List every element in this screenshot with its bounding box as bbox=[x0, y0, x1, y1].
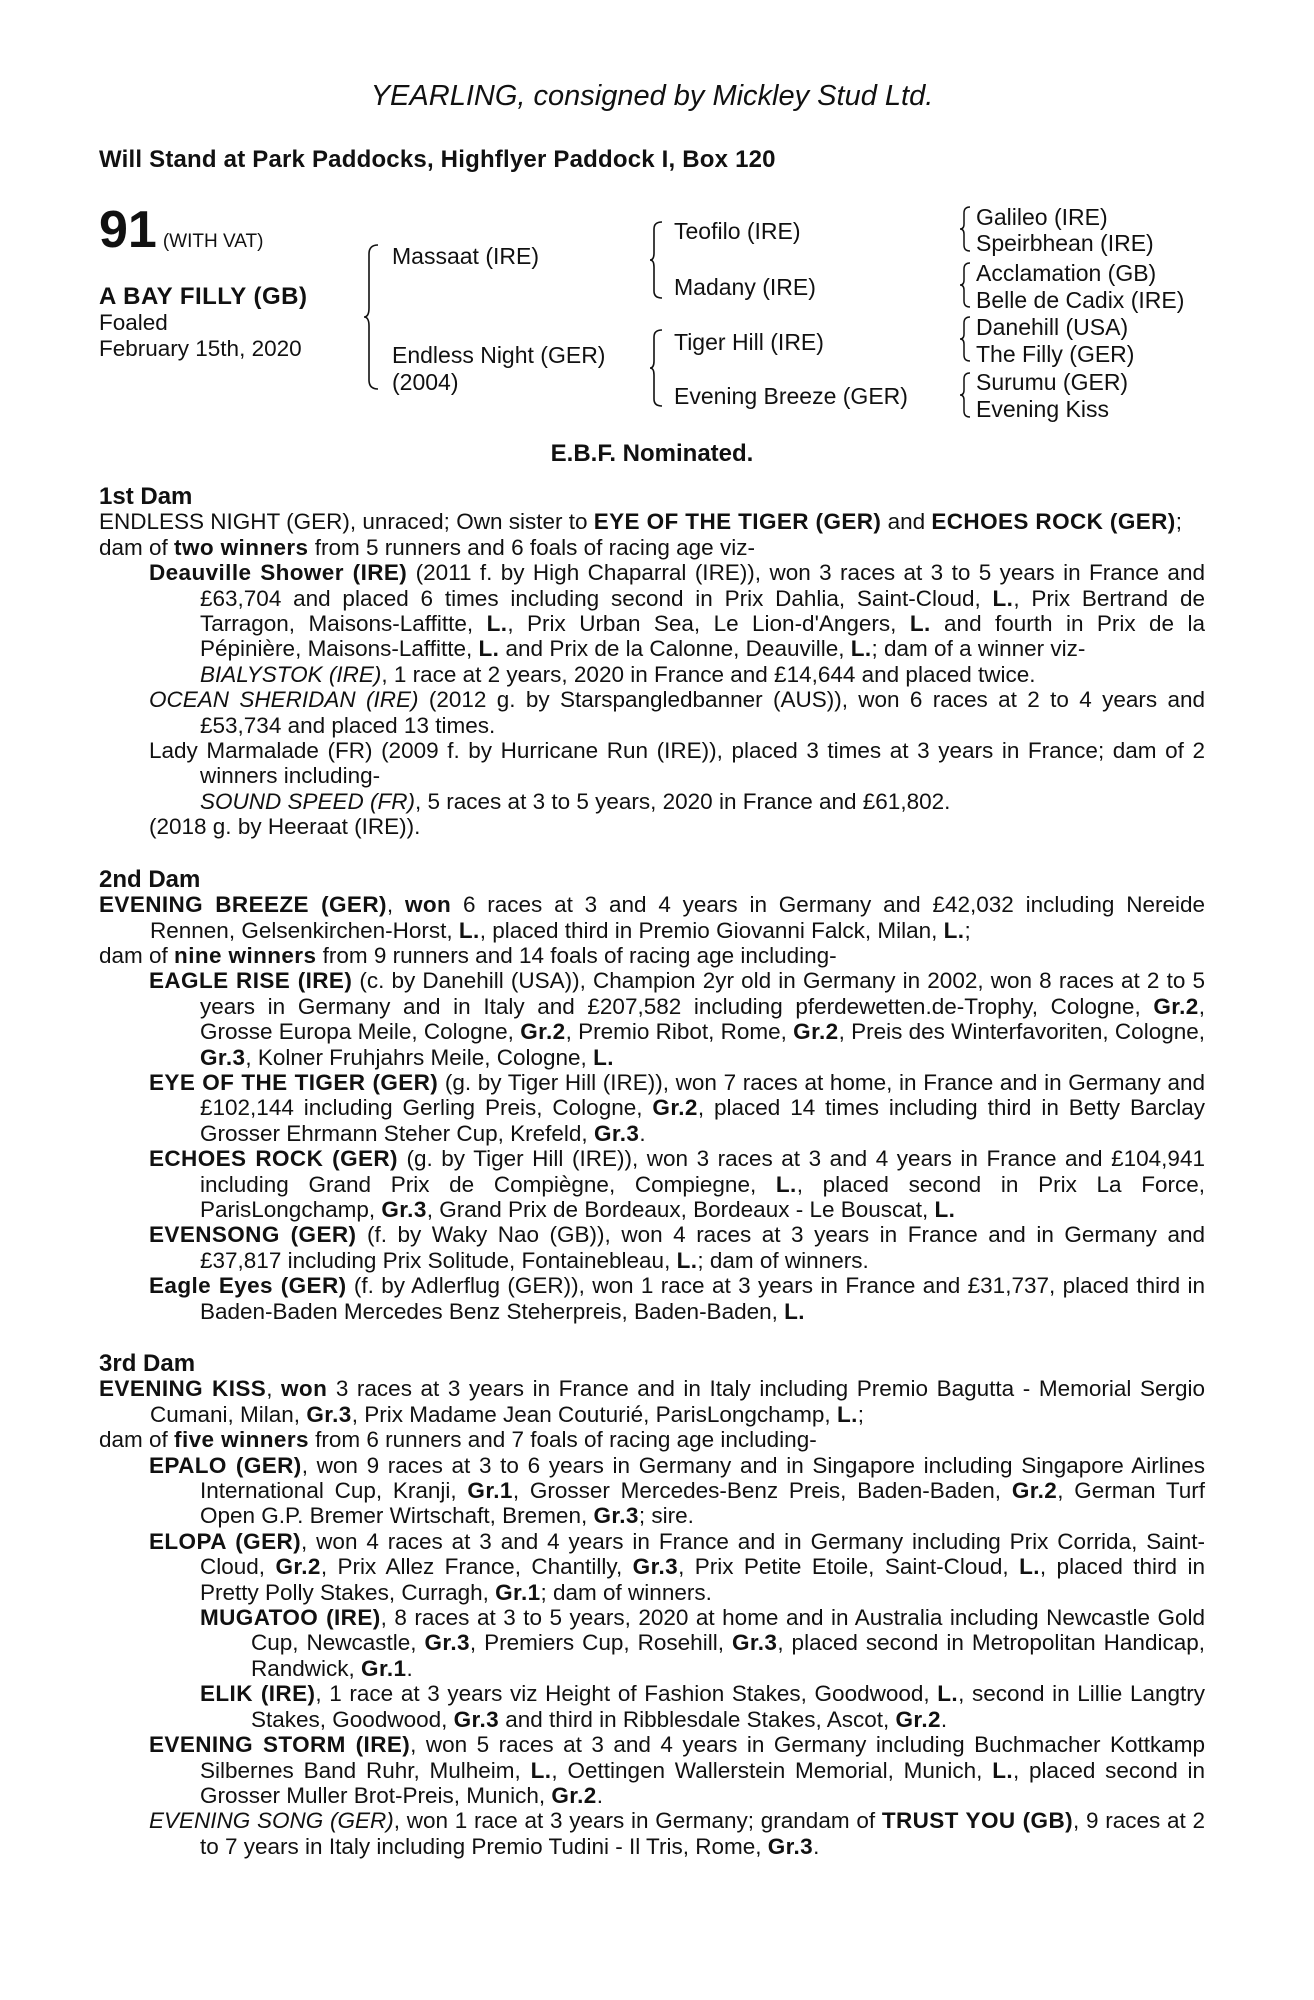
record-text: ; sire. bbox=[638, 1503, 694, 1529]
record-text: ; dam of winners. bbox=[540, 1579, 712, 1605]
record-text: EPALO (GER) bbox=[149, 1452, 302, 1478]
record-text: , Grand Prix de Bordeaux, Bordeaux - Le Bouscat, bbox=[426, 1196, 935, 1222]
record-text: Gr.3 bbox=[453, 1706, 500, 1732]
record-text: five winners bbox=[174, 1427, 309, 1453]
record-text: Gr.3 bbox=[731, 1630, 778, 1656]
record-text: Gr.2 bbox=[895, 1706, 941, 1732]
record-text: , 9 races at 2 to 7 years in Italy including Premio Tudini - Il Tris, Rome, bbox=[200, 1808, 1205, 1859]
third-dam-section bbox=[99, 1351, 1205, 1859]
produce-entry bbox=[99, 1529, 1205, 1605]
record-text: (g. by Tiger Hill (IRE)), won 3 races at 3 and 4 years in France and £104,941 including Grand Prix de Compiègne, Compiegne, bbox=[200, 1146, 1205, 1197]
produce-sub-entry bbox=[99, 1605, 1205, 1681]
record-text: TRUST YOU (GB) bbox=[881, 1808, 1073, 1834]
record-text: L. bbox=[943, 917, 965, 943]
pedigree-g6: The Filly (GER) bbox=[976, 341, 1135, 367]
record-text: , 1 race at 3 years viz Height of Fashion Stakes, Goodwood, bbox=[315, 1681, 938, 1707]
ebf-nominated: E.B.F. Nominated. bbox=[550, 440, 754, 467]
pedigree-sire: Massaat (IRE) bbox=[392, 243, 539, 269]
record-text: L. bbox=[992, 585, 1014, 611]
record-text: ECHOES ROCK (GER) bbox=[149, 1146, 398, 1172]
record-text: (c. by Danehill (USA)), Champion 2yr old in Germany in 2002, won 8 races at 2 to 5 years in Germany and in Italy and £207,582 including pferdewetten.de-Trophy, Cologne, bbox=[200, 968, 1205, 1019]
record-text: Gr.3 bbox=[381, 1196, 427, 1222]
dam-records bbox=[99, 484, 1205, 1886]
record-text: , won 5 races at 3 and 4 years in Germany including Buchmacher Kottkamp Silbernes Band Ruhr, Mulheim, bbox=[200, 1732, 1205, 1783]
produce-entry bbox=[99, 1273, 1205, 1324]
record-text: (2018 g. by Heeraat (IRE)). bbox=[149, 814, 421, 840]
record-text: from 9 runners and 14 foals of racing age including- bbox=[316, 942, 837, 968]
record-text: won bbox=[404, 892, 452, 918]
record-text: and Prix de la Calonne, Deauville, bbox=[499, 636, 851, 662]
record-text: and fourth in Prix de la Pépinière, Maisons-Laffitte, bbox=[200, 611, 1205, 662]
dam-produce-summary bbox=[99, 943, 1205, 968]
record-text: nine winners bbox=[174, 942, 317, 968]
record-text: L. bbox=[530, 1757, 552, 1783]
record-text: , Premio Ribot, Rome, bbox=[565, 1019, 794, 1045]
record-text: , placed third in Pretty Polly Stakes, Curragh, bbox=[200, 1554, 1205, 1605]
record-text: (g. by Tiger Hill (IRE)), won 7 races at home, in France and in Germany and £102,144 including Gerling Preis, Cologne, bbox=[200, 1069, 1205, 1121]
record-text: , won 9 races at 3 to 6 years in Germany and in Singapore including Singapore Airlines International Cup, Kranji, bbox=[200, 1452, 1205, 1504]
dam-summary bbox=[99, 1376, 1205, 1427]
dam-summary bbox=[99, 892, 1205, 943]
second-dam-section bbox=[99, 867, 1205, 1324]
produce-sub-entry bbox=[99, 662, 1205, 687]
produce-sub-entry bbox=[99, 789, 1205, 814]
pedigree-dam-sire: Tiger Hill (IRE) bbox=[674, 329, 824, 355]
produce-entry bbox=[99, 560, 1205, 662]
record-text: two winners bbox=[174, 534, 309, 560]
record-text: , 8 races at 3 to 5 years, 2020 at home and in Australia including Newcastle Gold Cup, Newcastle, bbox=[251, 1605, 1205, 1656]
record-text: L. bbox=[934, 1196, 956, 1222]
record-text: Gr.2 bbox=[652, 1095, 698, 1121]
section-title: 3rd Dam bbox=[99, 1350, 196, 1377]
catalogue-page bbox=[99, 0, 1205, 2000]
record-text: , Prix Allez France, Chantilly, bbox=[320, 1554, 633, 1580]
record-text: L. bbox=[992, 1757, 1013, 1783]
pedigree-g1: Galileo (IRE) bbox=[976, 204, 1108, 230]
record-text: . bbox=[639, 1120, 646, 1146]
record-text: MUGATOO (IRE) bbox=[200, 1605, 381, 1631]
record-text: , bbox=[266, 1376, 282, 1402]
record-text: L. bbox=[676, 1247, 698, 1273]
record-text: L. bbox=[784, 1298, 805, 1324]
record-text: EYE OF THE TIGER (GER) bbox=[593, 509, 882, 535]
record-text: EAGLE RISE (IRE) bbox=[149, 968, 353, 994]
record-text: 3 races at 3 years in France and in Italy including Premio Bagutta - Memorial Sergio Cumani, Milan, bbox=[150, 1376, 1205, 1427]
record-text: Deauville Shower (IRE) bbox=[149, 560, 408, 586]
record-text: Gr.3 bbox=[200, 1044, 246, 1070]
record-text: Gr.2 bbox=[551, 1782, 597, 1808]
record-text: EVENING SONG (GER) bbox=[149, 1808, 394, 1834]
pedigree-brace-g3 bbox=[959, 316, 971, 362]
record-text: , bbox=[386, 892, 405, 918]
record-text: L. bbox=[909, 611, 931, 637]
record-text: dam of bbox=[99, 942, 175, 968]
record-text: Gr.2 bbox=[520, 1019, 566, 1045]
record-text: and bbox=[881, 509, 932, 535]
record-text: BIALYSTOK (IRE) bbox=[200, 661, 382, 687]
vat-note: (WITH VAT) bbox=[162, 231, 264, 252]
record-text: (f. by Adlerflug (GER)), won 1 race at 3 years in France and £31,737, placed third in Baden-Baden Mercedes Benz Steherpreis, Baden-Baden, bbox=[200, 1273, 1205, 1324]
record-text: Gr.3 bbox=[593, 1503, 639, 1529]
lot-number: 91 bbox=[99, 201, 157, 259]
record-text: EVENING BREEZE (GER) bbox=[99, 892, 387, 918]
record-text: EYE OF THE TIGER (GER) bbox=[149, 1069, 439, 1095]
record-text: L. bbox=[1019, 1554, 1040, 1580]
horse-name: A BAY FILLY (GB) bbox=[99, 283, 308, 310]
record-text: OCEAN SHERIDAN (IRE) bbox=[149, 687, 419, 713]
record-text: , Prix Urban Sea, Le Lion-d'Angers, bbox=[507, 611, 910, 637]
pedigree-g7: Surumu (GER) bbox=[976, 369, 1129, 395]
pedigree-g2: Speirbhean (IRE) bbox=[976, 230, 1154, 256]
record-text: and third in Ribblesdale Stakes, Ascot, bbox=[499, 1706, 896, 1732]
record-text: ECHOES ROCK (GER) bbox=[931, 509, 1176, 535]
first-dam-section bbox=[99, 484, 1205, 840]
record-text: ENDLESS NIGHT (GER), unraced; Own sister to bbox=[99, 509, 594, 535]
pedigree-dam: Endless Night (GER) bbox=[392, 342, 606, 368]
consignor-line: YEARLING, consigned by Mickley Stud Ltd. bbox=[370, 80, 934, 112]
record-text: EVENING STORM (IRE) bbox=[149, 1732, 411, 1758]
record-text: from 6 runners and 7 foals of racing age including- bbox=[308, 1427, 817, 1453]
record-text: , Premiers Cup, Rosehill, bbox=[469, 1630, 732, 1656]
record-text: dam of bbox=[99, 1427, 175, 1453]
record-text: , Prix Bertrand de Tarragon, Maisons-Laffitte, bbox=[200, 585, 1205, 637]
record-text: L. bbox=[937, 1681, 959, 1707]
produce-entry bbox=[99, 968, 1205, 1070]
record-text: , 5 races at 3 to 5 years, 2020 in France and £61,802. bbox=[415, 788, 951, 814]
record-text: , placed third in Premio Giovanni Falck, Milan, bbox=[479, 917, 944, 943]
record-text: Gr.2 bbox=[275, 1554, 321, 1580]
produce-entry bbox=[99, 814, 1205, 839]
record-text: (f. by Waky Nao (GB)), won 4 races at 3 years in France and in Germany and £37,817 including Prix Solitude, Fontainebleau, bbox=[200, 1222, 1205, 1273]
record-text: , Grosse Europa Meile, Cologne, bbox=[200, 993, 1205, 1045]
foaled-label: Foaled bbox=[99, 310, 168, 335]
produce-entry bbox=[99, 738, 1205, 789]
record-text: SOUND SPEED (FR) bbox=[200, 788, 416, 814]
pedigree-sire-dam: Madany (IRE) bbox=[674, 274, 816, 300]
section-title: 2nd Dam bbox=[99, 865, 201, 893]
record-text: , German Turf Open G.P. Bremer Wirtschaft, Bremen, bbox=[200, 1478, 1206, 1529]
record-text: Gr.3 bbox=[767, 1833, 814, 1859]
record-text: , placed second in Metropolitan Handicap, Randwick, bbox=[251, 1630, 1205, 1681]
foaled-date: February 15th, 2020 bbox=[99, 336, 302, 361]
pedigree-brace-g4 bbox=[959, 372, 971, 418]
section-title: 1st Dam bbox=[99, 483, 193, 510]
record-text: L. bbox=[775, 1171, 797, 1197]
record-text: Gr.1 bbox=[467, 1478, 513, 1504]
record-text: ELOPA (GER) bbox=[149, 1528, 302, 1554]
record-text: ; bbox=[964, 917, 971, 943]
dam-produce-summary bbox=[99, 535, 1205, 560]
pedigree-brace-dam bbox=[649, 329, 663, 407]
record-text: ; dam of a winner viz- bbox=[871, 636, 1086, 662]
pedigree-g4: Belle de Cadix (IRE) bbox=[976, 287, 1185, 313]
produce-entry bbox=[99, 1070, 1205, 1146]
produce-entry bbox=[99, 1732, 1205, 1808]
dam-produce-summary bbox=[99, 1427, 1205, 1452]
record-text: , placed second in Grosser Muller Brot-Preis, Munich, bbox=[200, 1757, 1206, 1808]
pedigree-brace-sire bbox=[649, 221, 663, 299]
record-text: (2012 g. by Starspangledbanner (AUS)), won 6 races at 2 to 4 years and £53,734 and placed 13 times. bbox=[200, 687, 1206, 738]
record-text: ELIK (IRE) bbox=[200, 1681, 316, 1707]
produce-entry bbox=[99, 1146, 1205, 1222]
record-text: L. bbox=[478, 636, 500, 662]
produce-entry bbox=[99, 1808, 1205, 1859]
record-text: . bbox=[813, 1833, 820, 1859]
record-text: Gr.3 bbox=[632, 1554, 679, 1580]
record-text: L. bbox=[486, 611, 508, 637]
record-text: L. bbox=[458, 917, 480, 943]
record-text: Eagle Eyes (GER) bbox=[149, 1273, 347, 1299]
lot-block bbox=[99, 200, 263, 260]
record-text: , won 4 races at 3 and 4 years in France and in Germany including Prix Corrida, Saint-Cloud, bbox=[200, 1528, 1205, 1580]
pedigree-brace-g1 bbox=[959, 206, 971, 252]
record-text: L. bbox=[836, 1401, 858, 1427]
horse-identity bbox=[99, 284, 307, 362]
record-text: Gr.2 bbox=[793, 1019, 839, 1045]
record-text: , Prix Madame Jean Couturié, ParisLongchamp, bbox=[351, 1401, 837, 1427]
record-text: dam of bbox=[99, 534, 175, 560]
pedigree-g3: Acclamation (GB) bbox=[976, 260, 1157, 286]
record-text: Gr.3 bbox=[593, 1120, 640, 1146]
record-text: , placed 14 times including third in Betty Barclay Grosser Ehrmann Steher Cup, Krefeld, bbox=[200, 1095, 1205, 1146]
record-text: won bbox=[281, 1376, 328, 1402]
record-text: . bbox=[940, 1706, 948, 1732]
record-text: ; bbox=[857, 1401, 864, 1427]
pedigree-g5: Danehill (USA) bbox=[976, 314, 1129, 340]
pedigree-sire-sire: Teofilo (IRE) bbox=[674, 218, 801, 244]
pedigree-brace-main bbox=[363, 244, 379, 390]
produce-entry bbox=[99, 687, 1205, 738]
record-text: Gr.3 bbox=[306, 1401, 352, 1427]
record-text: (2011 f. by High Chaparral (IRE)), won 3 races at 3 to 5 years in France and £63,704 and placed 6 times including second in Prix Dahlia, Saint-Cloud, bbox=[200, 560, 1205, 611]
record-text: , won 1 race at 3 years in Germany; grandam of bbox=[393, 1808, 882, 1834]
pedigree-dam-year: (2004) bbox=[392, 369, 459, 395]
record-text: , Oettingen Wallerstein Memorial, Munich, bbox=[551, 1757, 993, 1783]
produce-entry bbox=[99, 1222, 1205, 1273]
stand-location: Will Stand at Park Paddocks, Highflyer Paddock I, Box 120 bbox=[99, 146, 776, 173]
record-text: Gr.3 bbox=[424, 1630, 470, 1656]
record-text: ; dam of winners. bbox=[697, 1247, 869, 1273]
record-text: , Grosser Mercedes-Benz Preis, Baden-Baden, bbox=[512, 1478, 1012, 1504]
record-text: 6 races at 3 and 4 years in Germany and £42,032 including Nereide Rennen, Gelsenkirchen-Horst, bbox=[150, 892, 1205, 943]
record-text: Gr.2 bbox=[1153, 993, 1199, 1019]
pedigree-brace-g2 bbox=[959, 262, 971, 308]
record-text: EVENING KISS bbox=[99, 1376, 267, 1402]
record-text: , Preis des Winterfavoriten, Cologne, bbox=[838, 1019, 1205, 1045]
record-text: , Kolner Fruhjahrs Meile, Cologne, bbox=[245, 1044, 594, 1070]
pedigree-dam-dam: Evening Breeze (GER) bbox=[674, 383, 908, 409]
record-text: . bbox=[596, 1782, 603, 1808]
record-text: from 5 runners and 6 foals of racing age viz- bbox=[308, 534, 755, 560]
record-text: . bbox=[406, 1655, 413, 1681]
record-text: , second in Lillie Langtry Stakes, Goodwood, bbox=[251, 1681, 1205, 1732]
record-text: , placed second in Prix La Force, ParisLongchamp, bbox=[200, 1171, 1205, 1222]
record-text: ; bbox=[1175, 509, 1182, 535]
record-text: Gr.1 bbox=[361, 1655, 407, 1681]
dam-summary bbox=[99, 509, 1205, 534]
produce-entry bbox=[99, 1453, 1205, 1529]
record-text: Gr.2 bbox=[1011, 1478, 1058, 1504]
record-text: L. bbox=[850, 636, 872, 662]
record-text: EVENSONG (GER) bbox=[149, 1222, 357, 1248]
produce-sub-entry bbox=[99, 1681, 1205, 1732]
record-text: L. bbox=[593, 1044, 614, 1070]
record-text: , 1 race at 2 years, 2020 in France and £14,644 and placed twice. bbox=[381, 661, 1036, 687]
pedigree-g8: Evening Kiss bbox=[976, 396, 1109, 422]
record-text: Gr.1 bbox=[495, 1579, 541, 1605]
record-text: Lady Marmalade (FR) (2009 f. by Hurricane Run (IRE)), placed 3 times at 3 years in France; dam of 2 winners including- bbox=[149, 738, 1205, 789]
record-text: , Prix Petite Etoile, Saint-Cloud, bbox=[678, 1554, 1020, 1580]
